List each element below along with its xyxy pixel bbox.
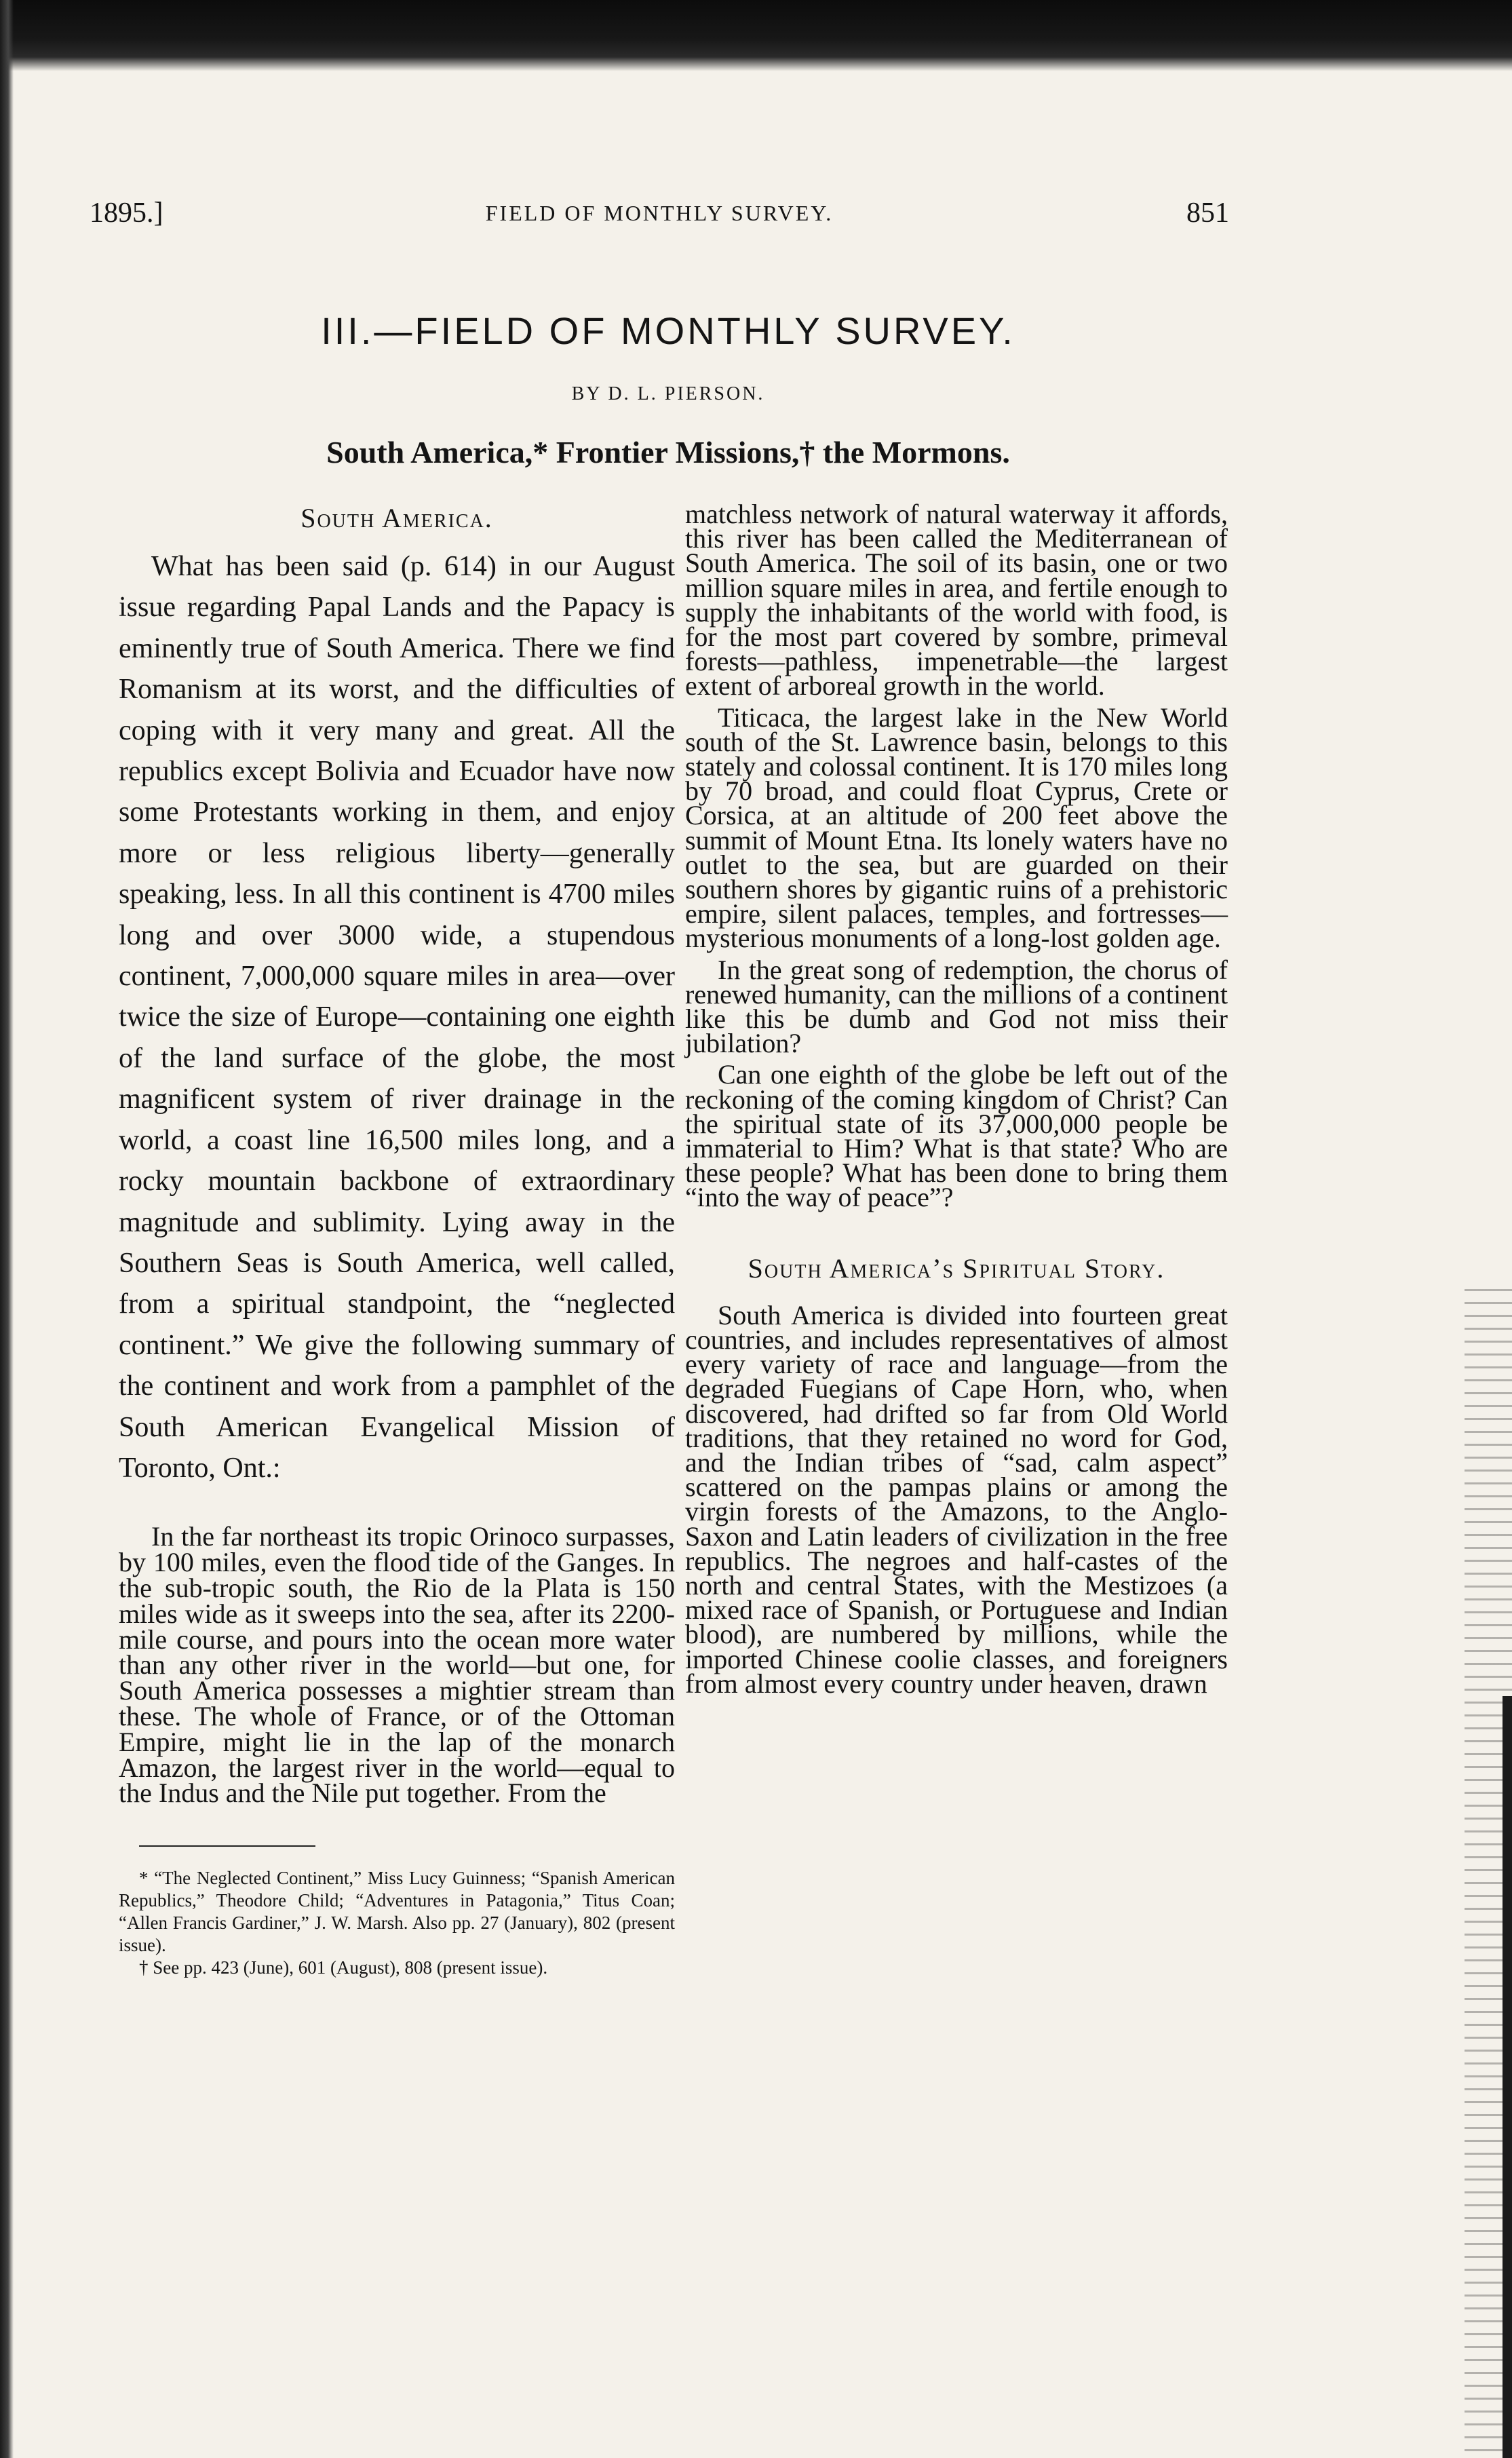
spiritual-story-paragraph: South America is divided into fourteen great countries, and includes representatives of almost every variety of race and language—from the degraded Fuegians of Cape Horn, who, when discovered, had drifted so far from Old World traditions, that they retained no word for God, and the Indian tribes of “sad, calm aspect” scattered on the pampas plains or among the virgin forests of the Amazons, to the Anglo-Saxon and Latin leaders of civilization in the free republics. The negroes and half-castes of the north and central States, with the Mestizoes (a mixed race of Spanish, or Portuguese and Indian blood), are numbered by millions, while the imported Chinese coolie classes, and foreigners from almost every country under heaven, drawn <box>685 1299 1228 1699</box>
year-label: 1895.] <box>90 197 163 229</box>
page-number: 851 <box>1186 197 1229 229</box>
redemption-paragraph: In the great song of redemption, the chorus of renewed humanity, can the millions of a continent like this be dumb and God not miss their jubilation? <box>685 954 1228 1059</box>
continued-paragraph: matchless network of natural waterway it affords, this river has been called the Mediterranean of South America. The soil of its basin, one or two million square miles in area, and fertile enough to supply the inhabitants of the world with food, is for the most part covered by sombre, primeval forests—pathless, impenetrable—the largest extent of arboreal growth in the world. <box>685 499 1228 702</box>
left-column <box>119 502 675 1979</box>
one-eighth-paragraph: Can one eighth of the globe be left out of the reckoning of the coming kingdom of Christ? Can the spiritual state of its 37,000,000 people be immaterial to Him? What is that state? Who are these people? What has been done to bring them “into the way of peace”? <box>685 1059 1228 1213</box>
article-title: III.—FIELD OF MONTHLY SURVEY. <box>321 309 1015 352</box>
scan-right-edge <box>1503 1696 1512 2458</box>
footnote-2: † See pp. 423 (June), 601 (August), 808 (present issue). <box>139 1957 548 1978</box>
scan-left-border <box>0 0 14 2458</box>
right-column <box>685 499 1228 1699</box>
byline: BY D. L. PIERSON. <box>571 383 765 404</box>
quoted-paragraph: In the far northeast its tropic Orinoco surpasses, by 100 miles, even the flood tide of the Ganges. In the sub-tropic south, the Rio de la Plata is 150 miles wide as it sweeps into the sea, after its 2200-mile course, and pours into the ocean more water than any other river in the world—but one, for South America possesses a mightier stream than these. The whole of France, or of the Ottoman Empire, might lie in the lap of the monarch Amazon, the largest river in the world—equal to the Indus and the Nile put together. From the <box>119 1521 675 1809</box>
titicaca-paragraph: Titicaca, the largest lake in the New World south of the St. Lawrence basin, belongs to this stately and colossal continent. It is 170 miles long by 70 broad, and could float Cyprus, Crete or Corsica, at an altitude of 200 feet above the summit of Mount Etna. Its lonely waters have no outlet to the sea, but are guarded on their southern shores by gigantic ruins of a prehistoric empire, silent palaces, temples, and fortresses—mysterious monuments of a long-lost golden age. <box>685 702 1228 954</box>
intro-paragraph: What has been said (p. 614) in our August issue regarding Papal Lands and the Papacy is eminently true of South America. There we find Romanism at its worst, and the difficulties of coping with it very many and great. All the republics except Bolivia and Ecuador have now some Protestants working in them, and enjoy more or less religious liberty—generally speaking, less. In all this continent is 4700 miles long and over 3000 wide, a stupendous continent, 7,000,000 square miles in area—over twice the size of Europe—containing one eighth of the land surface of the globe, the most magnificent system of river drainage in the world, a coast line 16,500 miles long, and a rocky mountain backbone of extraordinary magnitude and sublimity. Lying away in the Southern Seas is South America, well called, from a spiritual standpoint, the “neglected continent.” We give the following summary of the continent and work from a pamphlet of the South American Evangelical Mission of Toronto, Ont.: <box>119 551 675 1484</box>
section-heading-south-america: South America. <box>301 503 493 533</box>
scan-top-border <box>0 0 1512 71</box>
footnote-rule <box>139 1845 315 1847</box>
section-heading-spiritual-story: South America’s Spiritual Story. <box>748 1252 1165 1284</box>
footnote-1: * “The Neglected Continent,” Miss Lucy Guinness; “Spanish American Republics,” Theodore Child; “Adventures in Patagonia,” Titus Coan; “Allen Francis Gardiner,” J. W. Marsh. Also pp. 27 (January), 802 (present issue). <box>119 1868 675 1956</box>
article-subtitle: South America,* Frontier Missions,† the Mormons. <box>326 435 1010 469</box>
running-head <box>90 197 1229 237</box>
running-head-title: FIELD OF MONTHLY SURVEY. <box>485 201 834 225</box>
